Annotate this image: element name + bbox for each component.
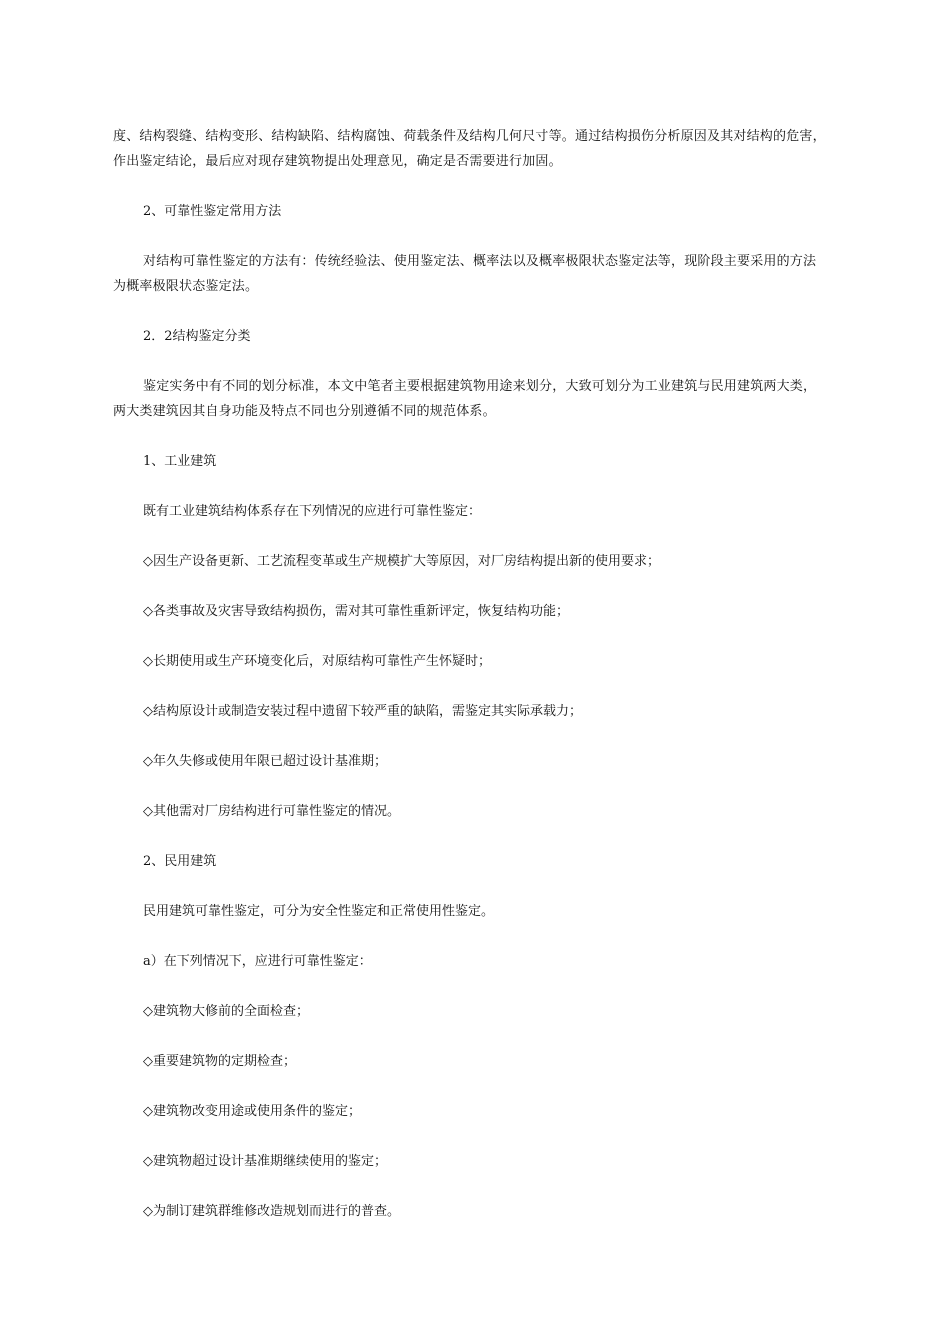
paragraph-line: 度、结构裂缝、结构变形、结构缺陷、结构腐蚀、荷载条件及结构几何尺寸等。通过结构损伤分析原因及其对结构的危害，: [113, 129, 826, 144]
list-item: ◇因生产设备更新、工艺流程变革或生产规模扩大等原因，对厂房结构提出新的使用要求；: [143, 554, 660, 569]
paragraph-line: 两大类建筑因其自身功能及特点不同也分别遵循不同的规范体系。: [113, 404, 496, 419]
list-item: ◇为制订建筑群维修改造规划而进行的普查。: [143, 1204, 400, 1219]
list-item: ◇年久失修或使用年限已超过设计基准期；: [143, 754, 387, 769]
industrial-intro: 既有工业建筑结构体系存在下列情况的应进行可靠性鉴定：: [143, 504, 482, 519]
paragraph-line: 作出鉴定结论，最后应对现存建筑物提出处理意见，确定是否需要进行加固。: [113, 154, 562, 169]
section-heading-civil: 2、民用建筑: [143, 854, 217, 869]
section-heading-methods: 2、可靠性鉴定常用方法: [143, 204, 282, 219]
list-item: ◇结构原设计或制造安装过程中遗留下较严重的缺陷，需鉴定其实际承载力；: [143, 704, 582, 719]
list-item: ◇重要建筑物的定期检查；: [143, 1054, 296, 1069]
list-item: ◇各类事故及灾害导致结构损伤，需对其可靠性重新评定，恢复结构功能；: [143, 604, 569, 619]
list-item: ◇建筑物超过设计基准期继续使用的鉴定；: [143, 1154, 387, 1169]
section-heading-industrial: 1、工业建筑: [143, 454, 217, 469]
paragraph-line: 为概率极限状态鉴定法。: [113, 279, 259, 294]
civil-intro: 民用建筑可靠性鉴定，可分为安全性鉴定和正常使用性鉴定。: [143, 904, 495, 919]
list-item: ◇其他需对厂房结构进行可靠性鉴定的情况。: [143, 804, 400, 819]
list-item: ◇建筑物大修前的全面检查；: [143, 1004, 309, 1019]
section-heading-classification: 2．2结构鉴定分类: [143, 329, 251, 344]
paragraph-line: 鉴定实务中有不同的划分标准，本文中笔者主要根据建筑物用途来划分，大致可划分为工业建筑与民用建筑两大类，: [143, 379, 817, 394]
civil-sub-a: a）在下列情况下，应进行可靠性鉴定：: [143, 954, 372, 969]
continuation-paragraph: [113, 124, 893, 174]
paragraph-line: 对结构可靠性鉴定的方法有：传统经验法、使用鉴定法、概率法以及概率极限状态鉴定法等，现阶段主要采用的方法: [143, 254, 817, 269]
classification-paragraph: [113, 374, 893, 424]
methods-paragraph: [113, 249, 893, 299]
document-body: [113, 124, 893, 1224]
list-item: ◇长期使用或生产环境变化后，对原结构可靠性产生怀疑时；: [143, 654, 491, 669]
list-item: ◇建筑物改变用途或使用条件的鉴定；: [143, 1104, 361, 1119]
